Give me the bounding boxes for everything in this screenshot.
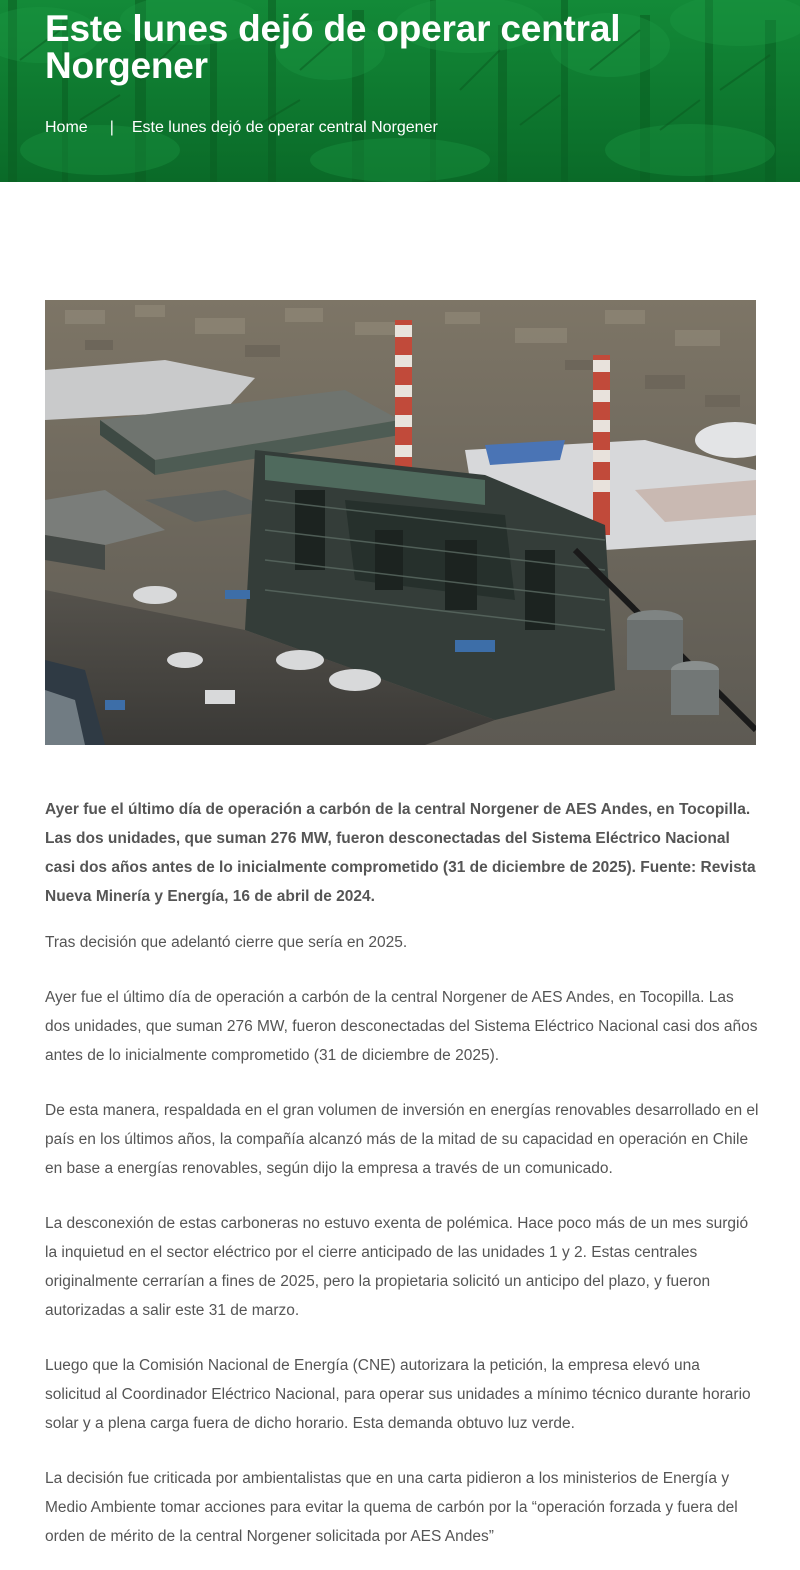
breadcrumb <box>45 119 438 137</box>
article-paragraph: Luego que la Comisión Nacional de Energía (CNE) autorizara la petición, la empresa elevó una solicitud al Coordinador Eléctrico Nacional, para operar sus unidades a mínimo técnico durante horario solar y a plena carga fuera de dicho horario. Esta demanda obtuvo luz verde. <box>45 1357 751 1432</box>
feature-image <box>45 300 756 745</box>
article-subhead: Tras decisión que adelantó cierre que sería en 2025. <box>45 934 408 951</box>
article-paragraph: Ayer fue el último día de operación a carbón de la central Norgener de AES Andes, en Tocopilla. Las dos unidades, que suman 276 MW, fueron desconectadas del Sistema Eléctrico Nacional casi dos años antes de lo inicialmente comprometido (31 de diciembre de 2025). <box>45 989 758 1064</box>
article-body <box>45 795 760 1551</box>
article-paragraph: La decisión fue criticada por ambientalistas que en una carta pidieron a los ministerios de Energía y Medio Ambiente tomar acciones para evitar la quema de carbón por la “operación forzada y fuera del orden de mérito de la central Norgener solicitada por AES Andes” <box>45 1470 738 1545</box>
power-plant-photo <box>45 300 756 745</box>
page-title: Este lunes dejó de operar central Norgener <box>45 8 621 86</box>
article-lead: Ayer fue el último día de operación a carbón de la central Norgener de AES Andes, en Tocopilla. Las dos unidades, que suman 276 MW, fueron desconectadas del Sistema Eléctrico Nacional casi dos años antes de lo inicialmente comprometido (31 de diciembre de 2025). Fuente: Revista Nueva Minería y Energía, 16 de abril de 2024. <box>45 801 756 905</box>
page-hero <box>0 0 800 182</box>
breadcrumb-current: Este lunes dejó de operar central Norgener <box>131 119 438 136</box>
breadcrumb-separator: | <box>109 119 114 136</box>
article-paragraph: La desconexión de estas carboneras no estuvo exenta de polémica. Hace poco más de un mes surgió la inquietud en el sector eléctrico por el cierre anticipado de las unidades 1 y 2. Estas centrales originalmente cerrarían a fines de 2025, pero la propietaria solicitó un anticipo del plazo, y fueron autorizadas a salir este 31 de marzo. <box>45 1215 749 1319</box>
article-paragraph: De esta manera, respaldada en el gran volumen de inversión en energías renovables desarrollado en el país en los últimos años, la compañía alcanzó más de la mitad de su capacidad en operación en Chile en base a energías renovables, según dijo la empresa a través de un comunicado. <box>45 1102 759 1177</box>
breadcrumb-home-link[interactable]: Home <box>45 119 88 136</box>
